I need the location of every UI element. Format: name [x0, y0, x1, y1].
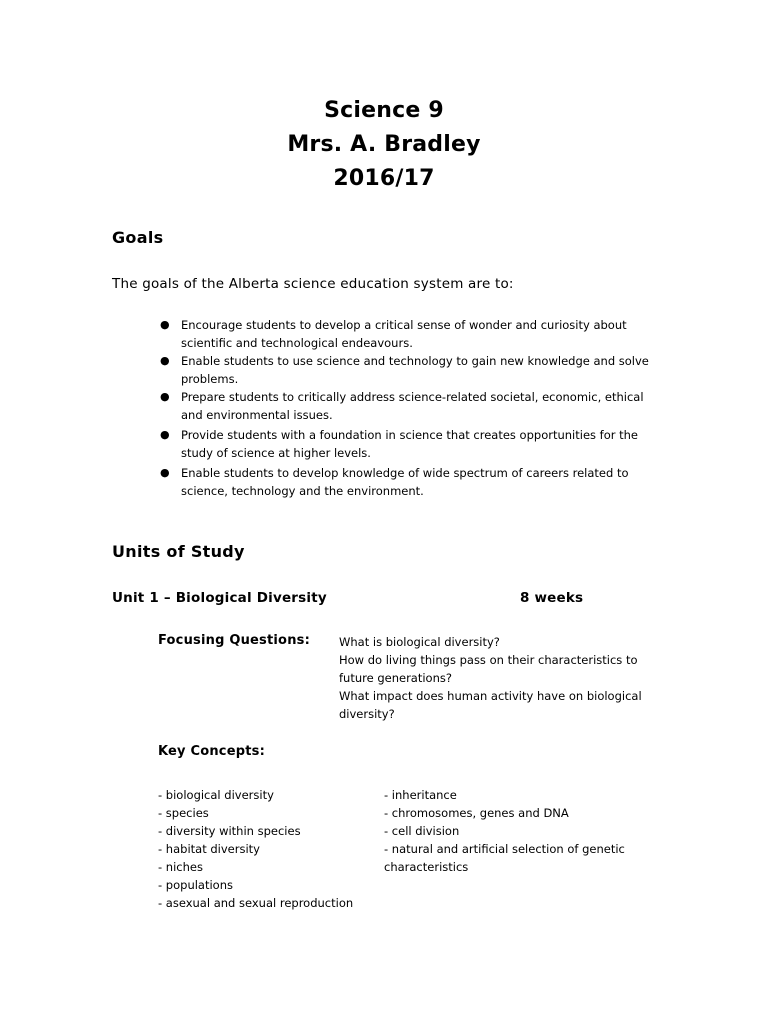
focusing-questions-list — [339, 633, 659, 723]
key-concept: - cell division — [384, 824, 460, 838]
key-concept: - natural and artificial selection of genetic characteristics — [384, 842, 625, 874]
units-heading: Units of Study — [112, 542, 245, 561]
key-concepts-right — [384, 786, 654, 876]
focusing-question: What is biological diversity? — [339, 635, 500, 649]
goals-heading: Goals — [112, 228, 164, 247]
bullet-icon: ● — [160, 318, 170, 331]
list-item — [160, 316, 660, 352]
key-concept: - inheritance — [384, 788, 457, 802]
key-concept: - populations — [158, 878, 233, 892]
unit-duration: 8 weeks — [520, 590, 584, 606]
teacher-name: Mrs. A. Bradley — [287, 132, 481, 157]
goal-text: Provide students with a foundation in science that creates opportunities for the study of science at higher levels. — [181, 428, 639, 460]
bullet-icon: ● — [160, 466, 170, 479]
key-concept: - niches — [158, 860, 203, 874]
focusing-question: What impact does human activity have on biological diversity? — [339, 689, 642, 721]
key-concepts-label: Key Concepts: — [158, 744, 265, 759]
goals-list — [160, 316, 660, 500]
key-concept: - diversity within species — [158, 824, 301, 838]
key-concept: - chromosomes, genes and DNA — [384, 806, 569, 820]
key-concept: - biological diversity — [158, 788, 274, 802]
title-block — [0, 94, 768, 196]
focusing-question: How do living things pass on their characteristics to future generations? — [339, 653, 638, 685]
focusing-questions-label: Focusing Questions: — [158, 633, 310, 648]
goals-intro: The goals of the Alberta science education system are to: — [112, 276, 514, 292]
unit-title: Unit 1 – Biological Diversity — [112, 590, 327, 606]
key-concept: - asexual and sexual reproduction — [158, 896, 354, 910]
key-concept: - species — [158, 806, 209, 820]
goal-text: Prepare students to critically address science-related societal, economic, ethical and environmental issues. — [181, 390, 644, 422]
key-concept: - habitat diversity — [158, 842, 260, 856]
list-item — [160, 352, 660, 388]
goal-text: Enable students to develop knowledge of wide spectrum of careers related to science, technology and the environment. — [181, 466, 629, 498]
bullet-icon: ● — [160, 428, 170, 441]
bullet-icon: ● — [160, 354, 170, 367]
bullet-icon: ● — [160, 390, 170, 403]
list-item — [160, 388, 660, 424]
key-concepts-left — [158, 786, 373, 912]
list-item — [160, 426, 660, 462]
course-title: Science 9 — [324, 98, 444, 123]
school-year: 2016/17 — [333, 166, 435, 191]
goal-text: Enable students to use science and technology to gain new knowledge and solve problems. — [181, 354, 649, 386]
list-item — [160, 464, 660, 500]
goal-text: Encourage students to develop a critical sense of wonder and curiosity about scientific and technological endeavours. — [181, 318, 627, 350]
